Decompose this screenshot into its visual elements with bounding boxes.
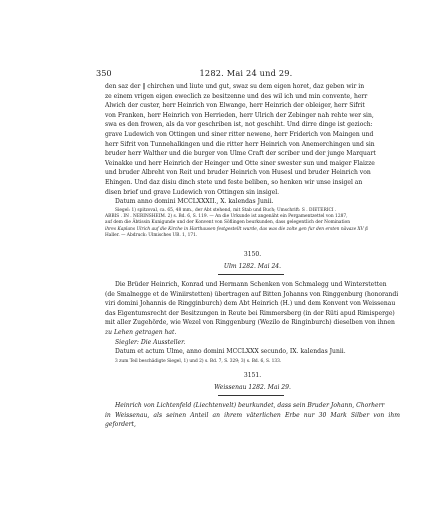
entry-3151-place-date xyxy=(105,383,400,393)
entry-3149-text xyxy=(105,82,400,207)
text-line: disen brief und grave Ludewich von Ottingen sin insigel. xyxy=(105,188,280,196)
text-line: grave Ludewich von Ottingen und siner ritter newene, herr Friderich von Maingen und xyxy=(105,130,374,138)
summary-line: das Eigentumsrecht der Besitzungen in Reute bei Rimmersberg (in der Rüti apud Rimisperge) xyxy=(105,309,395,317)
note-line: Siegel: 1) spitzoval, ca. 65, 48 mm., der Abt stehend, mit Stab und Buch; Umschrift: S . DIETERICI . xyxy=(115,208,337,213)
summary-line: viri domini Johannis de Ringginburch) dem Abt Heinrich (H.) und dem Konvent von Weissenau xyxy=(105,300,396,308)
summary-line: in Weissenau, als seinen Anteil an ihrem väterlichen Erbe nur 30 Mark Silber von ihm gefordert, xyxy=(105,411,400,429)
entry-3149-notes xyxy=(105,208,400,239)
page-number: 350 xyxy=(96,68,112,78)
summary-line: zu Lehen getragen hat. xyxy=(105,328,177,336)
entry-3150-number xyxy=(105,250,400,260)
text-line: ze einem vrigen eigen eweclich ze besitzenne und des wil ich und min convente, herr xyxy=(105,92,368,100)
entry-number: 3150. xyxy=(243,251,262,258)
note-line: 3 zum Teil beschädigte Siegel, 1) und 2) s. Bd. 7, S. 329; 3) s. Bd. 6, S. 133. xyxy=(115,359,282,364)
page-header xyxy=(96,68,396,80)
divider xyxy=(218,395,284,396)
dating-line: Datum et actum Ulme, anno domini MCCLXXX secundo, IX. kalendas Junii. xyxy=(115,348,346,356)
summary-line: Heinrich von Lichtenfeld (Liechtenvelt) beurkundet, dass sein Bruder Johann, Chorherr xyxy=(115,402,385,409)
entry-3151-number xyxy=(105,371,400,381)
note-line: auf dem die Äbtissin Kunigunde und der Konvent von Söflingen beurkunden, dass gelegentlich der Nomination xyxy=(105,220,351,226)
entry-3150-place-date xyxy=(105,262,400,272)
note-line: Haller. — Abdruck: Ulmisches UB. 1, 171. xyxy=(105,232,198,238)
text-line: und bruder Albreht von Reit und bruder Heinrich von Husesl und bruder Heinrich von xyxy=(105,169,371,177)
entry-3150-note xyxy=(105,359,400,365)
divider xyxy=(218,274,284,275)
entry-3150-summary xyxy=(105,280,400,357)
place-date: Weissenau 1282. Mai 29. xyxy=(214,384,291,391)
summary-line: (de Smalnegge et de Winiirstetten) übertragen auf Bitten Johanns von Ringgenburg (honorandi xyxy=(105,290,399,298)
note-line: ABBIS . IN . NERINSHEIM. 2) s. Bd. 6, S. 119. — An die Urkunde ist angenäht ein Pergamentzettel von 1287, xyxy=(105,214,348,220)
text-line: von Franken, herr Heinrich von Herrieden, herr Ulrich der Zebinger nah rehte wer sin, xyxy=(105,111,374,119)
entry-3151-summary xyxy=(105,401,400,430)
entry-number: 3151. xyxy=(243,372,262,379)
running-head: 1282. Mai 24 und 29. xyxy=(199,68,293,78)
place-date: Ulm 1282. Mai 24. xyxy=(223,263,282,270)
text-line: swa es den frowen, als da vor geschriben ist, not geschiht. Und dirre dinge ist gezioch: xyxy=(105,121,373,129)
dating-line: Datum anno domini MCCLXXXII., X. kalendas Junii. xyxy=(115,198,274,206)
text-line: herr Sifrit von Tunnehalkingen und die ritter herr Heinrich von Anemerchingen und sin xyxy=(105,140,375,148)
text-line: Veinakke und herr Heinrich der Heinger und Otte siner swester sun und maiger Flaizze xyxy=(105,159,375,167)
witnesses-line: Siegler: Die Aussteller. xyxy=(115,338,186,346)
summary-line: Die Brüder Heinrich, Konrad und Hermann Schenken von Schmalegg und Winterstetten xyxy=(115,281,387,288)
summary-line: mit aller Zugehörde, wie Wezel von Ringgenburg (Wezilo de Ringinburch) dieselben von ihnen xyxy=(105,319,395,327)
text-line: Ehingen. Und daz disiu dinch stete und feste beliben, so henken wir unse insigel an xyxy=(105,178,363,186)
text-line: bruder herr Walther und die burger von Ulme Craft der scriber und der junge Marquart xyxy=(105,150,376,158)
text-line: Alwich der custer, herr Heinrich von Elwange, herr Heinrich der obleiger, herr Sifrit xyxy=(105,102,365,110)
note-line: ihres Kaplans Ulrich auf die Kirche in Harthausen festgestellt wurde, das was die zolte gen fur den ersten nävaze XV ß xyxy=(105,226,369,232)
text-line: den saz der ‖ chirchen und liute und gut, swaz su dem eigen horet, daz geben wir in xyxy=(105,83,365,90)
